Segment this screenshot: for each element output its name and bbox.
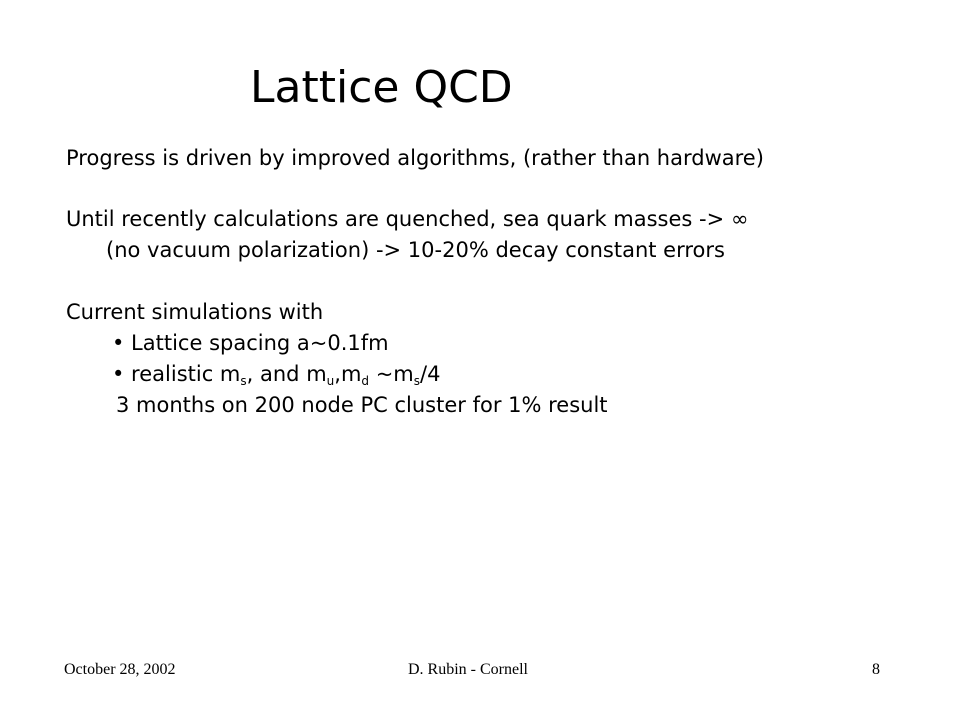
footer-page-number: 8 bbox=[872, 661, 880, 678]
bullet-realistic-masses-text-5: /4 bbox=[420, 362, 441, 386]
text-cluster-time: 3 months on 200 node PC cluster for 1% result bbox=[116, 393, 608, 417]
bullet-realistic-masses-text-4: ~m bbox=[369, 362, 414, 386]
subscript-s: s bbox=[240, 374, 247, 388]
text-vacuum-polarization: (no vacuum polarization) -> 10-20% decay constant errors bbox=[106, 238, 725, 262]
text-quenched: Until recently calculations are quenched, sea quark masses -> ∞ bbox=[66, 207, 749, 231]
subscript-d: d bbox=[361, 374, 370, 388]
slide-title: Lattice QCD bbox=[250, 62, 513, 113]
footer-author: D. Rubin - Cornell bbox=[408, 661, 528, 678]
bullet-realistic-masses-text-2: , and m bbox=[246, 362, 327, 386]
bullet-realistic-masses bbox=[112, 359, 440, 389]
subscript-s-2: s bbox=[413, 374, 421, 388]
footer-date: October 28, 2002 bbox=[64, 661, 176, 678]
bullet-lattice-spacing: • Lattice spacing a~0.1fm bbox=[112, 331, 389, 355]
bullet-realistic-masses-text-3: ,m bbox=[334, 362, 362, 386]
text-current-simulations: Current simulations with bbox=[66, 300, 324, 324]
subscript-u: u bbox=[326, 374, 335, 388]
bullet-realistic-masses-text-1: • realistic m bbox=[112, 362, 241, 386]
text-progress: Progress is driven by improved algorithms, (rather than hardware) bbox=[66, 146, 764, 170]
